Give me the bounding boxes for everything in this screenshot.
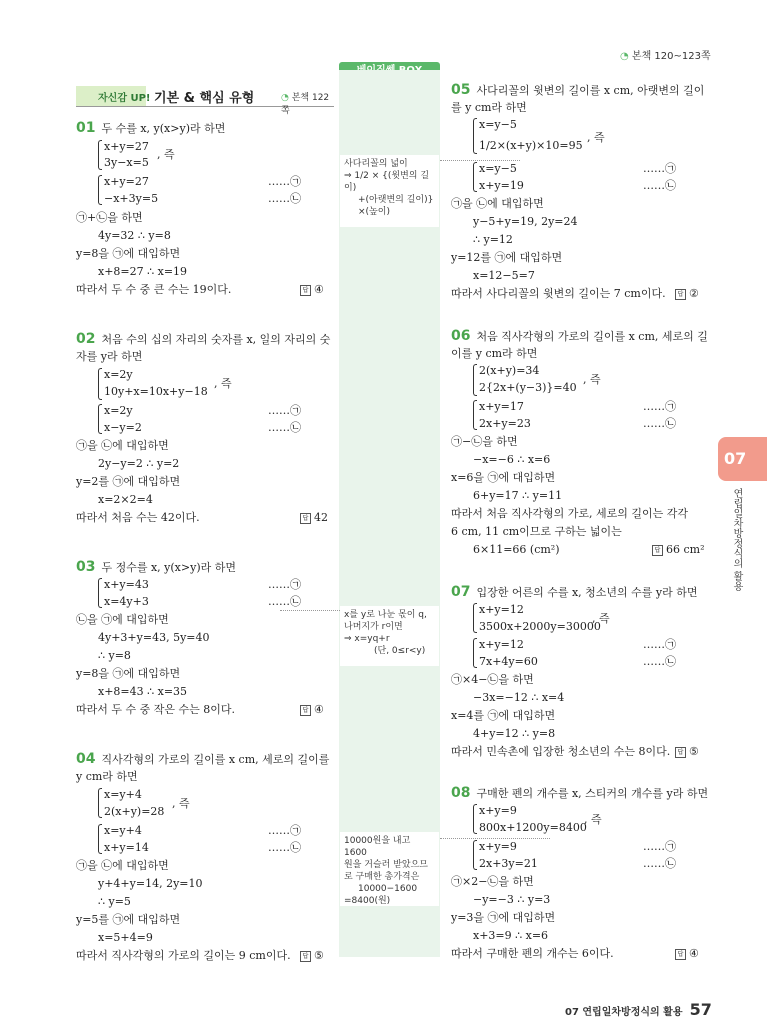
answer-06: 답 66 cm²: [652, 543, 705, 557]
answer-07: 답 ⑤: [675, 745, 699, 759]
page-number: 57: [689, 1000, 712, 1019]
section-header: [76, 86, 334, 116]
section-title: 기본 & 핵심 유형: [154, 91, 255, 106]
note-trapezoid: 사다리꼴의 넓이 ⇒ 1/2 × {(윗변의 길이) +(아랫변의 길이)} ×(높이): [340, 155, 439, 227]
answer-08: 답 ④: [675, 947, 699, 961]
footer: 07 연립일차방정식의 활용 57: [565, 1000, 712, 1019]
book-icon: ◔: [281, 93, 289, 103]
book-icon: ◔: [620, 51, 629, 62]
chapter-tab: 07: [718, 437, 767, 481]
answer-05: 답 ②: [675, 287, 699, 301]
section-tag: 자신감 UP!: [98, 93, 151, 104]
answer-03: 답 ④: [300, 703, 324, 717]
note-division: x를 y로 나눈 몫이 q, 나머지가 r이면 ⇒ x=yq+r (단, 0≤r<y): [340, 606, 439, 666]
page-ref: ◔ 본책 120~123쪽: [620, 51, 711, 62]
answer-02: 답 42: [300, 511, 328, 525]
note-price: 10000원을 내고 1600 원을 거슬러 받았으므 로 구매한 총가격은 10000−1600 =8400(원): [340, 832, 439, 906]
chapter-side-title: 연립일차방정식의 활용: [731, 488, 742, 592]
answer-04: 답 ⑤: [300, 949, 324, 963]
answer-01: 답 ④: [300, 283, 324, 297]
section-ref: ◔ 본책 122쪽: [281, 93, 330, 116]
